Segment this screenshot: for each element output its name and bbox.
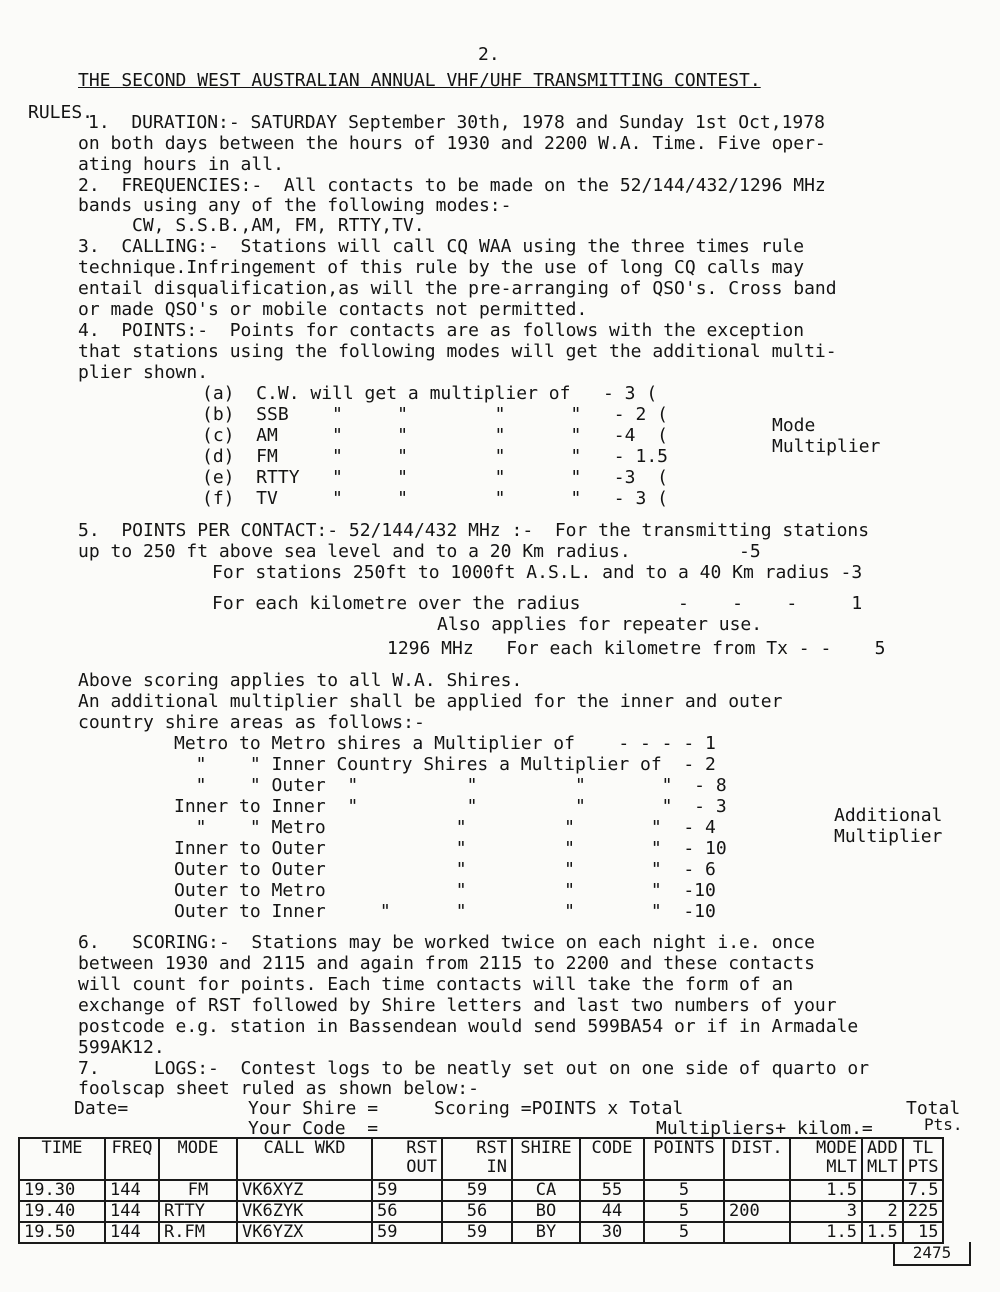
cell-rst-out: 59 — [372, 1180, 442, 1201]
mode-multiplier-row: (c) AM " " " " -4 ( — [202, 425, 668, 446]
duration-line-2: on both days between the hours of 1930 and 2200 W.A. Time. Five oper- — [78, 133, 826, 154]
cell-freq: 144 — [105, 1201, 159, 1222]
cell-add-mlt: 1.5 — [862, 1222, 903, 1243]
table-row — [19, 1180, 943, 1201]
shire-scoring-line-3: country shire areas as follows:- — [78, 712, 425, 733]
mode-multiplier-row: (e) RTTY " " " " -3 ( — [202, 467, 668, 488]
frequencies-modes: CW, S.S.B.,AM, FM, RTTY,TV. — [132, 215, 425, 236]
col-tl-pts: TL PTS — [903, 1138, 944, 1180]
log-table — [18, 1137, 944, 1244]
cell-mode-mlt: 3 — [790, 1201, 862, 1222]
calling-line-1: 3. CALLING:- Stations will call CQ WAA using the three times rule — [78, 236, 805, 257]
cell-mode-mlt: 1.5 — [790, 1222, 862, 1243]
cell-add-mlt: 2 — [862, 1201, 903, 1222]
points-line-2: that stations using the following modes will get the additional multi- — [78, 341, 837, 362]
cell-mode: R.FM — [159, 1222, 237, 1243]
shire-multiplier-row: Outer to Outer " " " - 6 — [174, 859, 716, 880]
cell-call: VK6XYZ — [237, 1180, 372, 1201]
scoring-line-6: 599AK12. — [78, 1037, 165, 1058]
ppc-line-6: 1296 MHz For each kilometre from Tx - - 5 — [387, 638, 886, 659]
cell-code: 44 — [580, 1201, 644, 1222]
table-row — [19, 1222, 943, 1243]
log-multipliers-formula: Multipliers+ kilom.= — [656, 1118, 873, 1139]
ppc-line-3: For stations 250ft to 1000ft A.S.L. and to a 40 Km radius -3 — [212, 562, 863, 583]
rules-label: RULES. — [28, 102, 94, 123]
calling-line-3: entail disqualification,as will the pre-arranging of QSO's. Cross band — [78, 278, 837, 299]
log-scoring-formula: Scoring =POINTS x Total — [434, 1098, 684, 1119]
scoring-line-2: between 1930 and 2115 and again from 2115 to 2200 and these contacts — [78, 953, 815, 974]
cell-call: VK6YZX — [237, 1222, 372, 1243]
cell-mode: FM — [159, 1180, 237, 1201]
col-mode: MODE — [159, 1138, 237, 1180]
cell-mode-mlt: 1.5 — [790, 1180, 862, 1201]
cell-time: 19.30 — [19, 1180, 105, 1201]
col-freq: FREQ — [105, 1138, 159, 1180]
shire-multiplier-row: " " Inner Country Shires a Multiplier of - 2 — [174, 754, 716, 775]
mode-multiplier-label: Mode — [772, 415, 816, 436]
cell-call: VK6ZYK — [237, 1201, 372, 1222]
scoring-line-3: will count for points. Each time contacts will take the form of an — [78, 974, 794, 995]
ppc-line-1: 5. POINTS PER CONTACT:- 52/144/432 MHz :- For the transmitting stations — [78, 520, 870, 541]
cell-rst-in: 59 — [442, 1222, 512, 1243]
shire-multiplier-row: Inner to Inner " " " " - 3 — [174, 796, 727, 817]
additional-multiplier-label: Multiplier — [834, 826, 943, 847]
cell-points: 5 — [644, 1180, 724, 1201]
cell-rst-out: 56 — [372, 1201, 442, 1222]
shire-multiplier-row: Outer to Metro " " " -10 — [174, 880, 716, 901]
mode-multiplier-row: (b) SSB " " " " - 2 ( — [202, 404, 668, 425]
cell-time: 19.40 — [19, 1201, 105, 1222]
table-row — [19, 1201, 943, 1222]
cell-dist — [724, 1222, 790, 1243]
scoring-line-1: 6. SCORING:- Stations may be worked twice on each night i.e. once — [78, 932, 815, 953]
shire-scoring-line-2: An additional multiplier shall be applied for the inner and outer — [78, 691, 783, 712]
mode-multiplier-row: (f) TV " " " " - 3 ( — [202, 488, 668, 509]
points-line-3: plier shown. — [78, 362, 209, 383]
frequencies-line-1: 2. FREQUENCIES:- All contacts to be made on the 52/144/432/1296 MHz — [78, 175, 826, 196]
logs-line-1: 7. LOGS:- Contest logs to be neatly set out on one side of quarto or — [78, 1058, 870, 1079]
cell-shire: CA — [512, 1180, 580, 1201]
cell-tl-pts: 15 — [903, 1222, 944, 1243]
cell-add-mlt — [862, 1180, 903, 1201]
cell-freq: 144 — [105, 1222, 159, 1243]
cell-tl-pts: 7.5 — [903, 1180, 944, 1201]
calling-line-4: or made QSO's or mobile contacts not permitted. — [78, 299, 588, 320]
cell-dist: 200 — [724, 1201, 790, 1222]
shire-multiplier-row: " " Metro " " " - 4 — [174, 817, 716, 838]
mode-multiplier-row: (d) FM " " " " - 1.5 — [202, 446, 668, 467]
page-number: 2. — [478, 44, 500, 65]
calling-line-2: technique.Infringement of this rule by the use of long CQ calls may — [78, 257, 805, 278]
cell-rst-out: 59 — [372, 1222, 442, 1243]
cell-tl-pts: 225 — [903, 1201, 944, 1222]
cell-points: 5 — [644, 1201, 724, 1222]
log-total: Total — [906, 1098, 961, 1119]
col-points: POINTS — [644, 1138, 724, 1180]
shire-multiplier-row: Inner to Outer " " " - 10 — [174, 838, 727, 859]
frequencies-line-2: bands using any of the following modes:- — [78, 195, 512, 216]
cell-rst-in: 56 — [442, 1201, 512, 1222]
log-your-code: Your Code = — [248, 1118, 379, 1139]
points-line-1: 4. POINTS:- Points for contacts are as follows with the exception — [78, 320, 805, 341]
scoring-line-4: exchange of RST followed by Shire letters and last two numbers of your — [78, 995, 837, 1016]
mode-multiplier-row: (a) C.W. will get a multiplier of - 3 ( — [202, 383, 658, 404]
cell-dist — [724, 1180, 790, 1201]
shire-multiplier-row: Metro to Metro shires a Multiplier of - - - - 1 — [174, 733, 716, 754]
shire-multiplier-row: Outer to Inner " " " " -10 — [174, 901, 716, 922]
cell-freq: 144 — [105, 1180, 159, 1201]
shire-multiplier-row: " " Outer " " " " - 8 — [174, 775, 727, 796]
cell-mode: RTTY — [159, 1201, 237, 1222]
page-title: THE SECOND WEST AUSTRALIAN ANNUAL VHF/UHF TRANSMITTING CONTEST. — [78, 70, 761, 91]
log-pts: Pts. — [924, 1115, 963, 1134]
ppc-line-4: For each kilometre over the radius - - - 1 — [212, 593, 863, 614]
duration-line-1: 1. DURATION:- SATURDAY September 30th, 1978 and Sunday 1st Oct,1978 — [88, 112, 825, 133]
col-mode-mlt: MODE MLT — [790, 1138, 862, 1180]
logs-line-2: foolscap sheet ruled as shown below:- — [78, 1078, 479, 1099]
cell-code: 30 — [580, 1222, 644, 1243]
col-rst-out: RST OUT — [372, 1138, 442, 1180]
scoring-line-5: postcode e.g. station in Bassendean would send 599BA54 or if in Armadale — [78, 1016, 859, 1037]
duration-line-3: ating hours in all. — [78, 154, 284, 175]
cell-shire: BO — [512, 1201, 580, 1222]
ppc-line-2: up to 250 ft above sea level and to a 20 Km radius. -5 — [78, 541, 761, 562]
col-call-wkd: CALL WKD — [237, 1138, 372, 1180]
log-grand-total: 2475 — [893, 1242, 971, 1266]
mode-multiplier-label: Multiplier — [772, 436, 881, 457]
col-dist: DIST. — [724, 1138, 790, 1180]
shire-scoring-line-1: Above scoring applies to all W.A. Shires. — [78, 670, 523, 691]
cell-code: 55 — [580, 1180, 644, 1201]
log-your-shire: Your Shire = — [248, 1098, 379, 1119]
col-shire: SHIRE — [512, 1138, 580, 1180]
col-time: TIME — [19, 1138, 105, 1180]
cell-points: 5 — [644, 1222, 724, 1243]
cell-time: 19.50 — [19, 1222, 105, 1243]
col-code: CODE — [580, 1138, 644, 1180]
cell-shire: BY — [512, 1222, 580, 1243]
col-rst-in: RST IN — [442, 1138, 512, 1180]
additional-multiplier-label: Additional — [834, 805, 943, 826]
ppc-line-5: Also applies for repeater use. — [437, 614, 763, 635]
cell-rst-in: 59 — [442, 1180, 512, 1201]
log-table-header — [19, 1138, 943, 1180]
col-add-mlt: ADD MLT — [862, 1138, 903, 1180]
log-date: Date= — [74, 1098, 129, 1119]
